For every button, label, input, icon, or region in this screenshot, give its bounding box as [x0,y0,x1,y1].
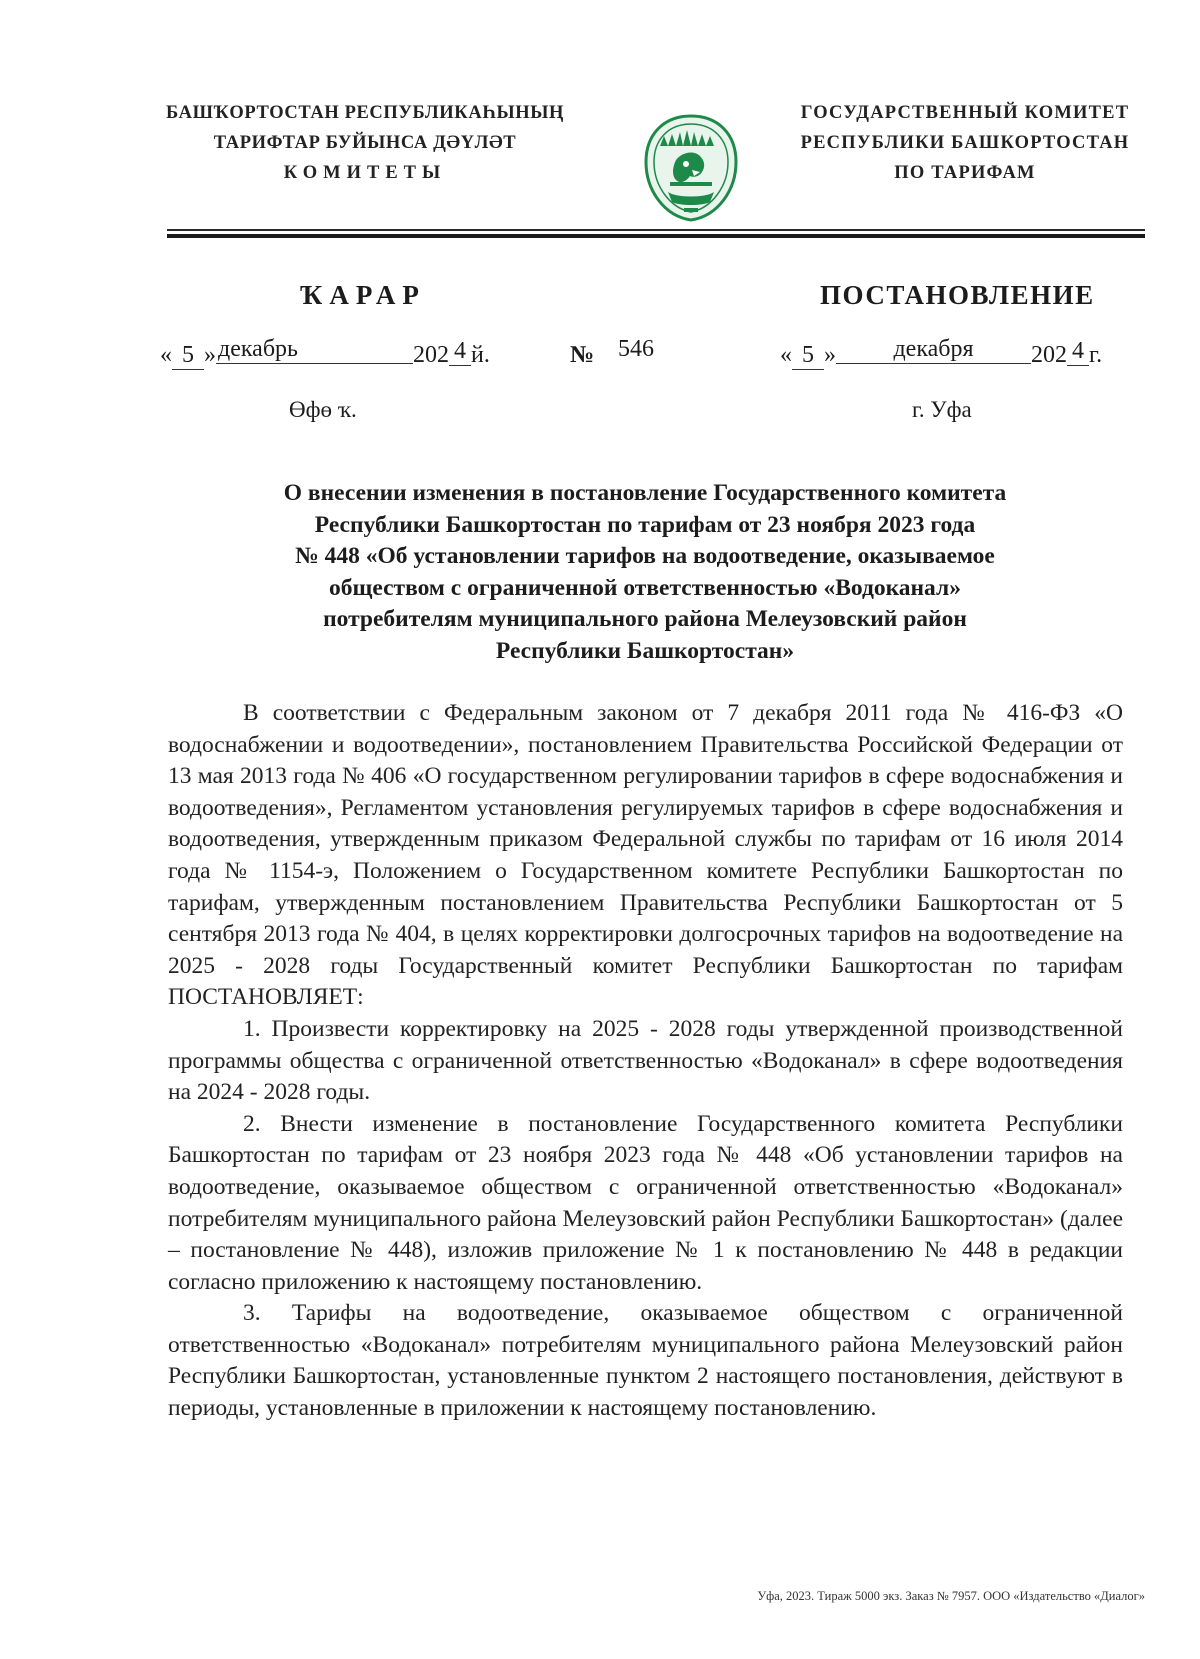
letterhead-russian-line-2: РЕСПУБЛИКИ БАШКОРТОСТАН [800,133,1130,153]
year-digit: 4 [449,339,471,366]
title-line: обществом с ограниченной ответственностью «Водоканал» [329,574,961,601]
dateline-bashkir [160,336,490,370]
open-quote: « [780,342,792,368]
year-digit: 4 [1067,339,1089,366]
document-body [168,698,1123,1425]
letterhead-divider-thick [167,234,1145,238]
year-prefix: 202 [413,342,449,368]
date-day: 5 [172,343,204,370]
letterhead-divider-thin [167,229,1145,231]
date-day: 5 [792,343,824,370]
letterhead-bashkir [150,98,580,188]
clause-3: 3. Тарифы на водоотведение, оказываемое обществом с ограниченной ответственностью «Водоканал» потребителям муниципального района Мелеузовский район Республики Башкортостан, установленные пунктом 2 настоящего постановления, действуют в периоды, установленные в приложении к настоящему постановлению. [168,1300,1123,1422]
letterhead-russian [775,98,1155,188]
print-imprint: Уфа, 2023. Тираж 5000 экз. Заказ № 7957. ООО «Издательство «Диалог» [757,1589,1145,1603]
title-line: Республики Башкортостан по тарифам от 23 ноября 2023 года [314,511,976,538]
date-suffix: й. [471,342,490,368]
date-month: декабрь [216,337,413,364]
doc-number-label: № [570,342,595,368]
coat-of-arms-icon [640,112,742,224]
letterhead-russian-line-3: ПО ТАРИФАМ [894,163,1036,183]
title-line: № 448 «Об установлении тарифов на водоотведение, оказываемое [295,543,995,570]
title-line: потребителям муниципального района Мелеузовский район [323,606,967,633]
year-prefix: 202 [1031,342,1067,368]
close-quote: » [204,342,216,368]
date-suffix: г. [1089,342,1103,368]
dateline-russian [780,336,1103,370]
letterhead-bashkir-line-2: ТАРИФТАР БУЙЫНСА ДӘҮЛӘТ [213,133,517,153]
letterhead-bashkir-line-1: БАШҠОРТОСТАН РЕСПУБЛИКАҺЫНЫҢ [166,103,564,123]
clause-2: 2. Внести изменение в постановление Государственного комитета Республики Башкортостан по тарифам от 23 ноября 2023 года № 448 «Об установлении тарифов на водоотведение, оказываемое обществом с ограниченной ответственностью «Водоканал» потребителям муниципального района Мелеузовский район Республики Башкортостан» (далее – постановление № 448), изложив приложение № 1 к постановлению № 448 в редакции согласно приложению к настоящему постановлению. [168,1110,1123,1295]
date-month: декабря [836,337,1031,364]
doc-kind-bashkir: ҠАРАР [300,280,426,310]
document-title [180,478,1110,668]
preamble-paragraph: В соответствии с Федеральным законом от 7 декабря 2011 года № 416-ФЗ «О водоснабжении и водоотведении», постановлением Правительства Российской Федерации от 13 мая 2013 года № 406 «О государственном регулировании тарифов в сфере водоснабжения и водоотведения», Регламентом установления регулируемых тарифов в сфере водоснабжения и водоотведения, утвержденным приказом Федеральной службы по тарифам от 16 июля 2014 года № 1154-э, Положением о Государственном комитете Республики Башкортостан по тарифам, утвержденным постановлением Правительства Республики Башкортостан от 5 сентября 2013 года № 404, в целях корректировки долгосрочных тарифов на водоотведение на 2025 - 2028 годы Государственный комитет Республики Башкортостан по тарифам ПОСТАНОВЛЯЕТ: [168,700,1123,1011]
letterhead-russian-line-1: ГОСУДАРСТВЕННЫЙ КОМИТЕТ [800,103,1130,123]
title-line: Республики Башкортостан» [495,637,795,664]
title-line: О внесении изменения в постановление Государственного комитета [283,480,1007,506]
letterhead-bashkir-line-3: КОМИТЕТЫ [283,163,447,183]
city-bashkir: Өфө ҡ. [289,397,357,422]
clause-1: 1. Произвести корректировку на 2025 - 2028 годы утвержденной производственной программы общества с ограниченной ответственностью «Водоканал» в сфере водоотведения на 2024 - 2028 годы. [168,1015,1123,1106]
close-quote: » [824,342,836,368]
doc-kind-russian: ПОСТАНОВЛЕНИЕ [820,280,1095,310]
open-quote: « [160,342,172,368]
doc-number-value: 546 [618,336,654,362]
city-russian: г. Уфа [912,397,972,422]
